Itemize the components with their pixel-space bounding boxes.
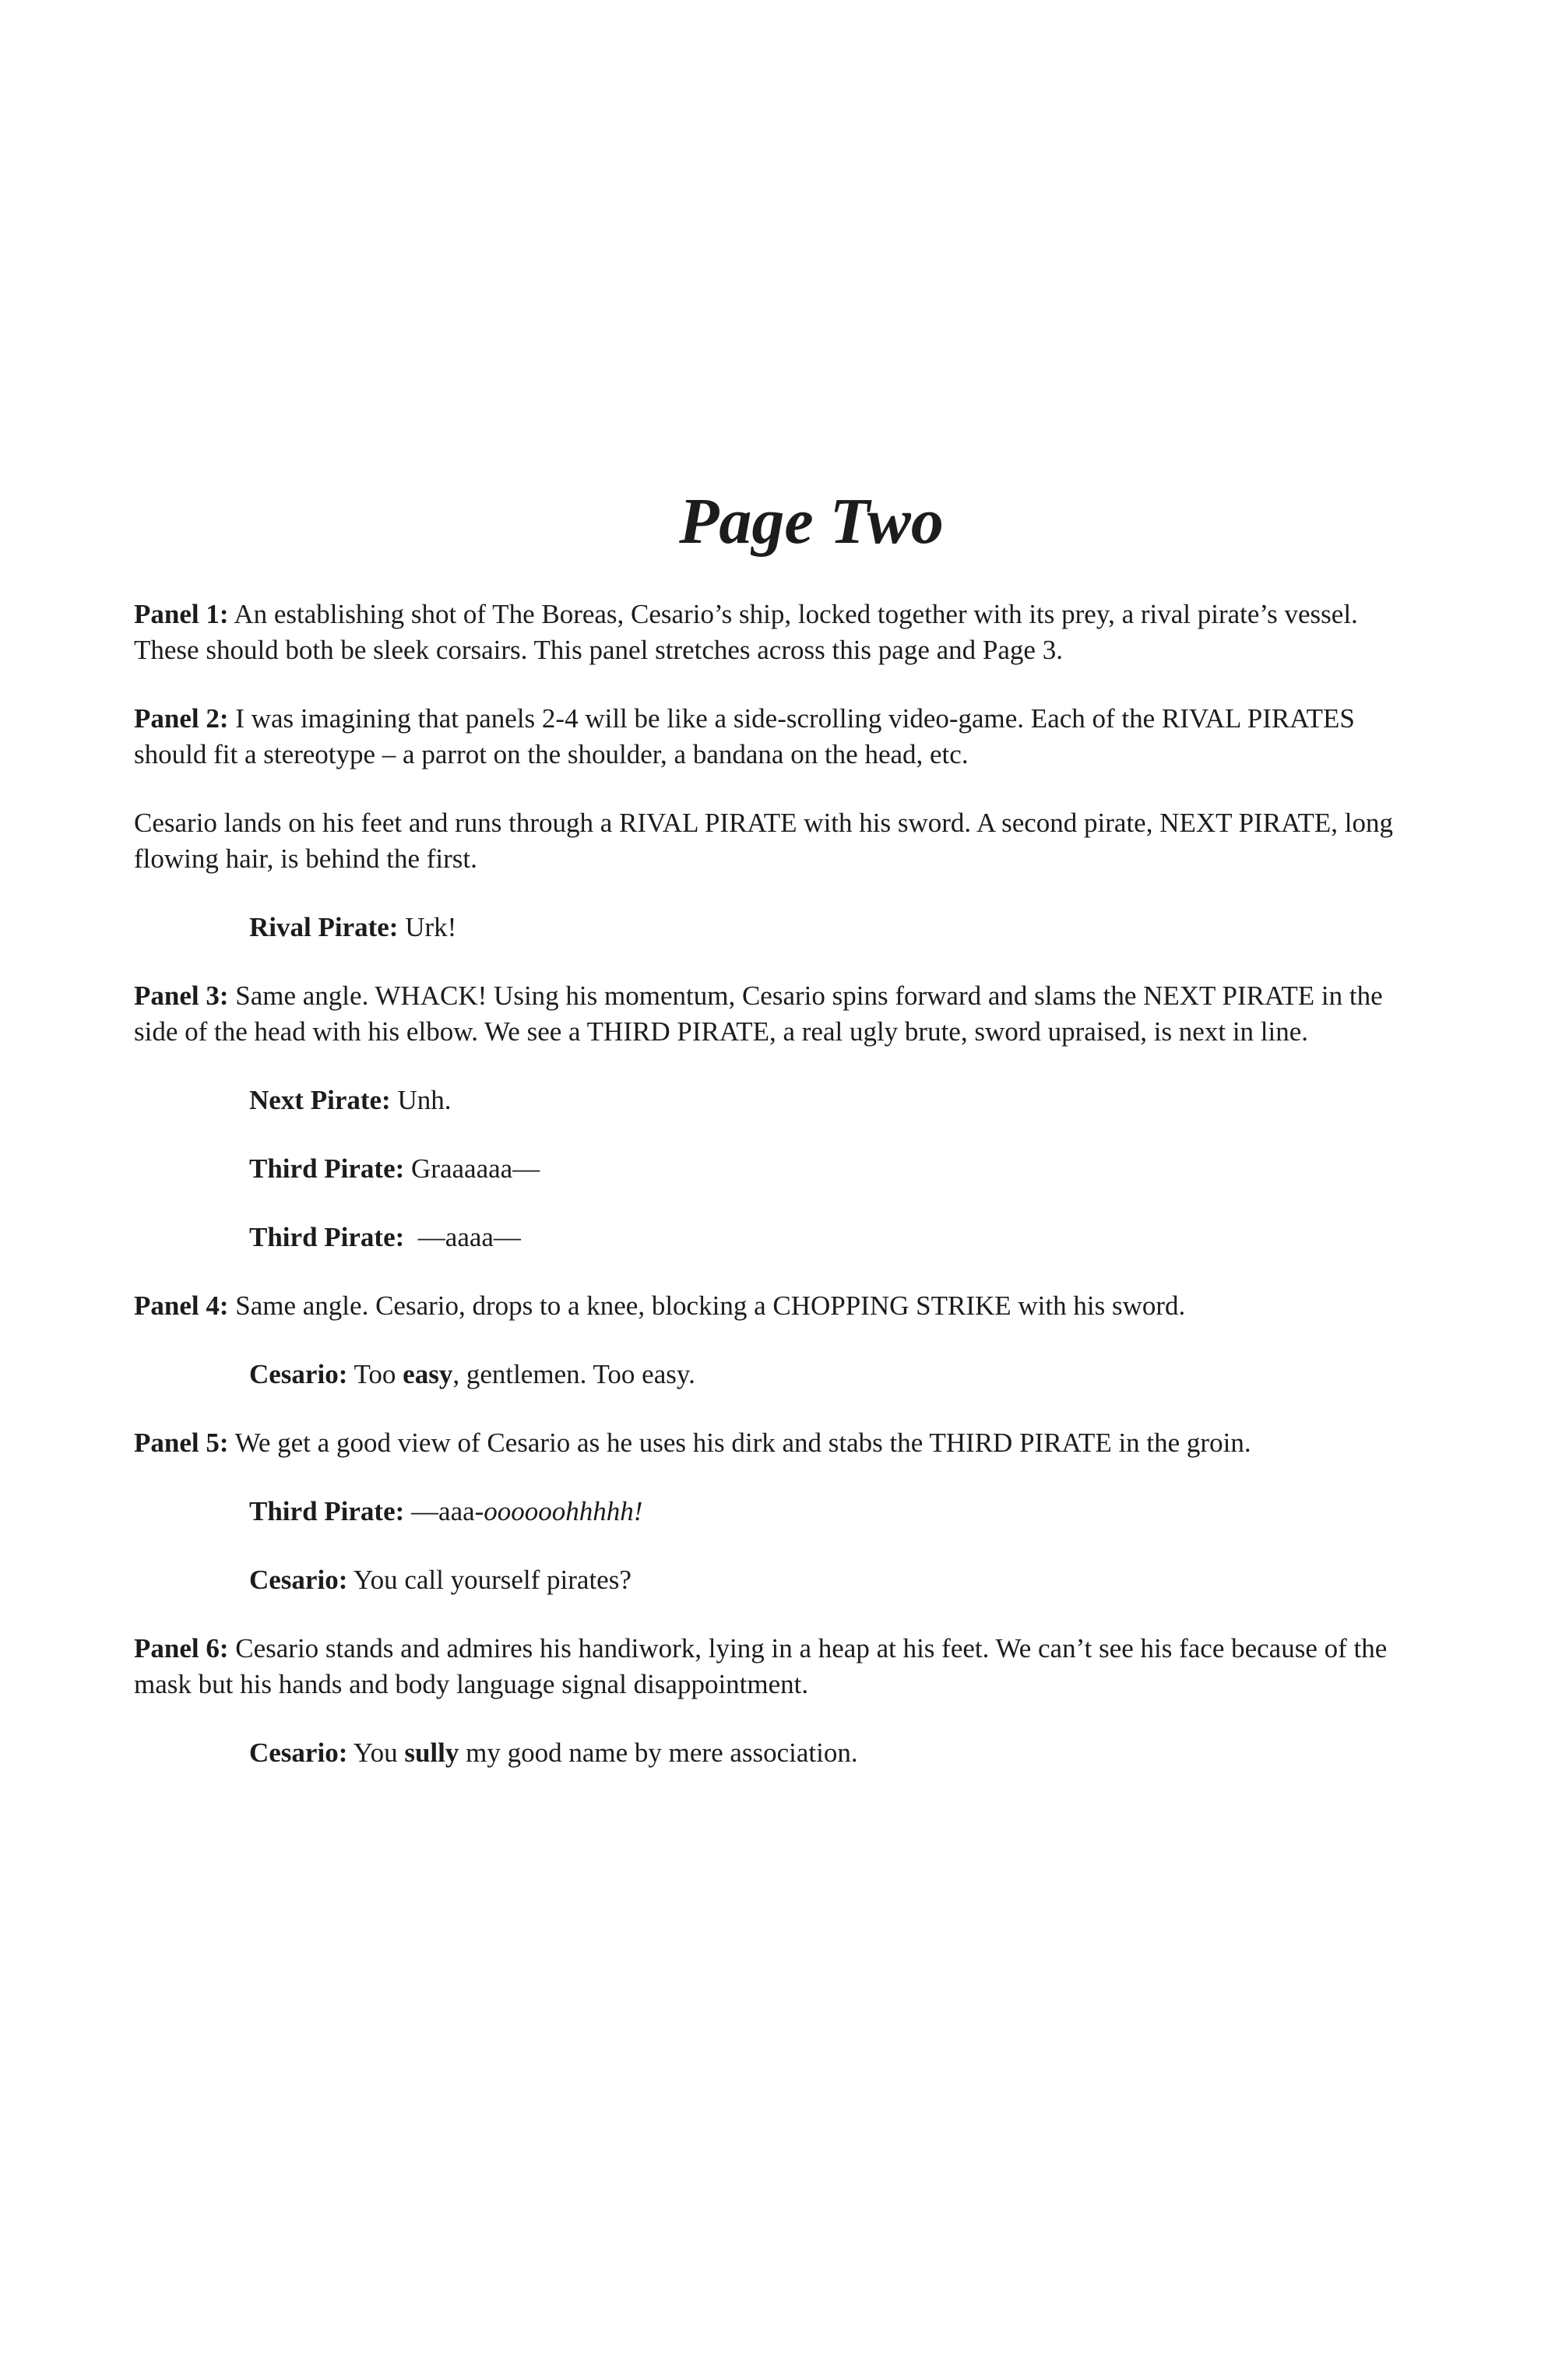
panel-4-description (134, 1288, 1395, 1324)
panel-2-text: I was imagining that panels 2-4 will be like a side-scrolling video-game. Each of the RIVAL PIRATES should fit a stereotype – a parrot on the shoulder, a bandana on the head, etc. (134, 703, 1355, 769)
dialogue-line (134, 1151, 1395, 1187)
panel-3-text: Same angle. WHACK! Using his momentum, Cesario spins forward and slams the NEXT PIRATE in the side of the head with his elbow. We see a THIRD PIRATE, a real ugly brute, sword upraised, is next in line. (134, 981, 1383, 1047)
dialogue-text: Graaaaaa— (404, 1153, 540, 1184)
dialogue-speaker: Third Pirate: (249, 1153, 405, 1184)
panel-3-description (134, 978, 1395, 1050)
dialogue-line (134, 1357, 1395, 1392)
dialogue-line (134, 1083, 1395, 1118)
panel-5-label: Panel 5: (134, 1428, 229, 1458)
dialogue-italic: oooooohhhhh! (484, 1496, 643, 1526)
panel-5-text: We get a good view of Cesario as he uses his dirk and stabs the THIRD PIRATE in the groin. (228, 1428, 1251, 1458)
panel-1-text: An establishing shot of The Boreas, Cesario’s ship, locked together with its prey, a rival pirate’s vessel. These should both be sleek corsairs. This panel stretches across this page and Page 3. (134, 599, 1358, 665)
dialogue-text: —aaa- (404, 1496, 484, 1526)
dialogue-text: , gentlemen. Too easy. (452, 1359, 695, 1389)
dialogue-speaker: Third Pirate: (249, 1222, 405, 1252)
dialogue-line (134, 1562, 1395, 1598)
panel-5-description (134, 1425, 1395, 1461)
page-title: Page Two (679, 485, 944, 558)
dialogue-emphasis: easy (403, 1359, 453, 1389)
panel-2-description (134, 701, 1395, 773)
dialogue-text: my good name by mere association. (459, 1737, 858, 1768)
panel-6-text: Cesario stands and admires his handiwork, lying in a heap at his feet. We can’t see his face because of the mask but his hands and body language signal disappointment. (134, 1633, 1388, 1699)
dialogue-speaker: Next Pirate: (249, 1085, 391, 1115)
panel-4-text: Same angle. Cesario, drops to a knee, blocking a CHOPPING STRIKE with his sword. (228, 1290, 1186, 1321)
dialogue-speaker: Rival Pirate: (249, 912, 399, 942)
dialogue-speaker: Third Pirate: (249, 1496, 405, 1526)
dialogue-line (134, 1220, 1395, 1255)
panel-2-label: Panel 2: (134, 703, 229, 734)
dialogue-speaker: Cesario: (249, 1737, 348, 1768)
dialogue-line (134, 1735, 1395, 1771)
panel-1-label: Panel 1: (134, 599, 229, 629)
dialogue-text: You (347, 1737, 405, 1768)
panel-3-label: Panel 3: (134, 981, 229, 1011)
dialogue-speaker: Cesario: (249, 1565, 348, 1595)
dialogue-text: You call yourself pirates? (347, 1565, 632, 1595)
dialogue-emphasis: sully (404, 1737, 459, 1768)
dialogue-text: Urk! (398, 912, 457, 942)
panel-6-description (134, 1631, 1395, 1702)
dialogue-speaker: Cesario: (249, 1359, 348, 1389)
dialogue-text: —aaaa— (404, 1222, 521, 1252)
dialogue-text: Too (347, 1359, 403, 1389)
panel-2-action: Cesario lands on his feet and runs through a RIVAL PIRATE with his sword. A second pirate, NEXT PIRATE, long flowing hair, is behind the first. (134, 808, 1393, 874)
script-page (134, 483, 1395, 1804)
panel-4-label: Panel 4: (134, 1290, 229, 1321)
dialogue-line (134, 1494, 1395, 1530)
dialogue-line (134, 910, 1395, 945)
panel-1-description (134, 597, 1395, 668)
dialogue-text: Unh. (390, 1085, 452, 1115)
panel-6-label: Panel 6: (134, 1633, 229, 1664)
